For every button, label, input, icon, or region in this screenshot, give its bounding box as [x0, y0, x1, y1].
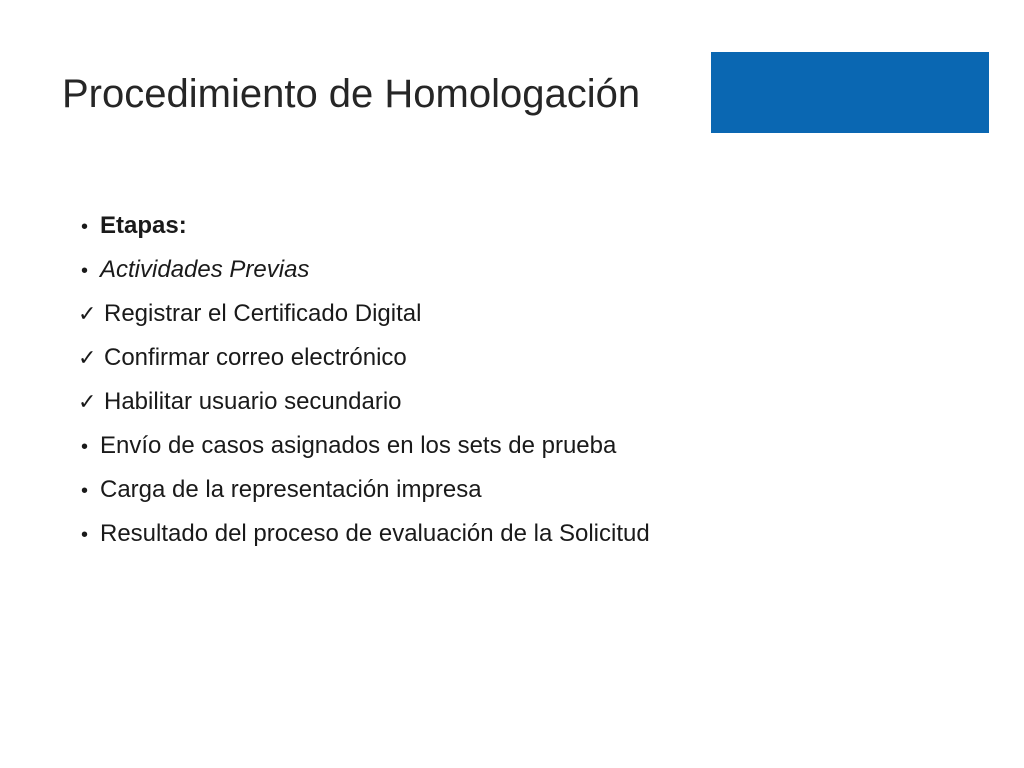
list-item-habilitar-usuario [78, 380, 650, 424]
accent-block [711, 52, 989, 133]
list-item-resultado-proceso [78, 512, 650, 556]
list-item-actividades-previas [78, 248, 650, 292]
bullet-icon: • [81, 436, 89, 458]
list-item-carga-representacion [78, 468, 650, 512]
list-item-envio-casos [78, 424, 650, 468]
list-item-text: Registrar el Certificado Digital [104, 300, 422, 327]
checkmark-icon: ✓ [78, 302, 97, 327]
bullet-list [78, 204, 650, 556]
bullet-icon: • [81, 216, 89, 238]
list-item-text: Etapas: [100, 212, 187, 239]
list-item-text: Actividades Previas [100, 256, 310, 283]
list-item-text: Habilitar usuario secundario [104, 388, 402, 415]
bullet-icon: • [81, 480, 89, 502]
list-item-text: Envío de casos asignados en los sets de prueba [100, 432, 617, 459]
checkmark-icon: ✓ [78, 346, 97, 371]
list-item-registrar-certificado [78, 292, 650, 336]
bullet-icon: • [81, 524, 89, 546]
slide-title: Procedimiento de Homologación [62, 72, 641, 116]
list-item-confirmar-correo [78, 336, 650, 380]
list-item-text: Resultado del proceso de evaluación de la Solicitud [100, 520, 650, 547]
list-item-etapas [78, 204, 650, 248]
list-item-text: Confirmar correo electrónico [104, 344, 407, 371]
bullet-icon: • [81, 260, 89, 282]
checkmark-icon: ✓ [78, 390, 97, 415]
list-item-text: Carga de la representación impresa [100, 476, 482, 503]
